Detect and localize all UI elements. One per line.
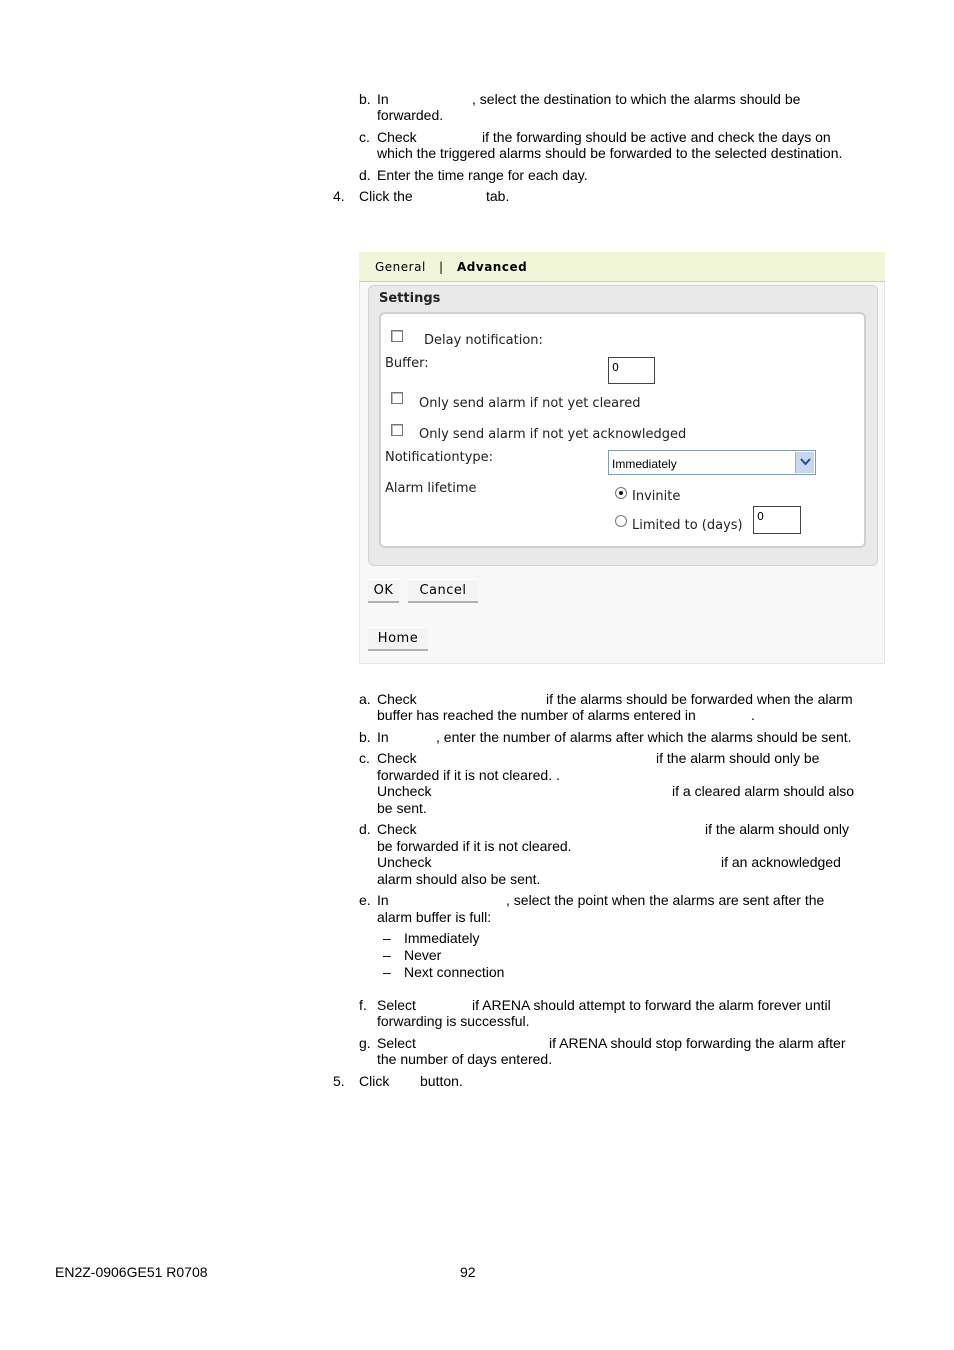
step-text: if an acknowledged [721,854,841,870]
step-text: be forwarded if it is not cleared. [377,838,572,854]
dash-marker: – [383,930,391,946]
step-text: if ARENA should stop forwarding the alarm after [549,1035,846,1051]
cancel-button[interactable]: Cancel [408,579,478,603]
list-marker: d. [359,167,371,183]
step-text: if the alarm should only be [656,750,820,766]
list-marker: a. [359,691,371,707]
tab-general[interactable]: General [375,260,426,274]
step-text: forwarded if it is not cleared. . [377,767,560,783]
step-text: Click the [359,188,413,204]
step-text: be sent. [377,800,427,816]
step-text: Click [359,1073,390,1089]
list-item: Never [404,947,442,963]
only-not-acknowledged-label: Only send alarm if not yet acknowledged [419,427,687,442]
tab-separator: | [439,260,444,274]
list-marker: 4. [333,188,345,204]
notification-type-label: Notificationtype: [385,450,494,465]
tab-advanced[interactable]: Advanced [457,260,528,274]
only-not-cleared-label: Only send alarm if not yet cleared [419,396,641,411]
step-text: Check [377,691,417,707]
alarm-lifetime-label: Alarm lifetime [385,481,477,496]
step-text: button. [420,1073,463,1089]
step-text: alarm should also be sent. [377,871,541,887]
notification-type-value: Immediately [612,457,677,471]
only-not-cleared-checkbox[interactable] [391,392,403,404]
step-text: In [377,729,389,745]
list-marker: b. [359,729,371,745]
document-id: EN2Z-0906GE51 R0708 [55,1264,208,1280]
step-text: Select [377,1035,416,1051]
buffer-input[interactable]: 0 [608,357,655,384]
chevron-down-icon[interactable] [795,452,814,473]
step-text: Uncheck [377,854,432,870]
step-text: , select the point when the alarms are sent after the [506,892,825,908]
step-text: Check [377,129,417,145]
limited-radio[interactable] [615,515,627,527]
invinite-label: Invinite [632,489,681,504]
step-text: buffer has reached the number of alarms entered in [377,707,696,723]
step-text: Uncheck [377,783,432,799]
step-text: forwarded. [377,107,444,123]
home-button[interactable]: Home [368,627,428,651]
list-item: Immediately [404,930,480,946]
list-item: Next connection [404,964,505,980]
step-text: forwarding is successful. [377,1013,530,1029]
list-marker: c. [359,750,370,766]
step-text: if the alarm should only [705,821,849,837]
delay-notification-label: Delay notification: [424,333,543,348]
limited-days-input[interactable]: 0 [753,506,801,534]
step-text: which the triggered alarms should be forwarded to the selected destination. [377,145,843,161]
notification-type-select[interactable] [608,450,816,475]
step-text: . [751,707,755,723]
step-text: Enter the time range for each day. [377,167,588,183]
list-marker: 5. [333,1073,345,1089]
step-text: In [377,91,389,107]
step-text: , select the destination to which the alarms should be [472,91,801,107]
step-text: if a cleared alarm should also [672,783,855,799]
list-marker: e. [359,892,371,908]
list-marker: f. [359,997,367,1013]
step-text: if the forwarding should be active and check the days on [482,129,831,145]
delay-notification-checkbox[interactable] [391,330,403,342]
step-text: alarm buffer is full: [377,909,492,925]
list-marker: d. [359,821,371,837]
dash-marker: – [383,947,391,963]
only-not-acknowledged-checkbox[interactable] [391,424,403,436]
buffer-label: Buffer: [385,356,429,371]
list-marker: b. [359,91,371,107]
step-text: Check [377,821,417,837]
list-marker: g. [359,1035,371,1051]
step-text: if ARENA should attempt to forward the alarm forever until [472,997,831,1013]
invinite-radio[interactable] [615,487,627,499]
step-text: In [377,892,389,908]
step-text: the number of days entered. [377,1051,553,1067]
limited-label: Limited to (days) [632,518,743,533]
settings-title: Settings [379,291,441,306]
dash-marker: – [383,964,391,980]
step-text: Select [377,997,416,1013]
page-number: 92 [460,1264,476,1280]
step-text: if the alarms should be forwarded when the alarm [546,691,853,707]
ok-button[interactable]: OK [368,579,399,603]
step-text: , enter the number of alarms after which the alarms should be sent. [436,729,852,745]
step-text: tab. [486,188,510,204]
step-text: Check [377,750,417,766]
tab-bar [359,252,885,282]
list-marker: c. [359,129,370,145]
